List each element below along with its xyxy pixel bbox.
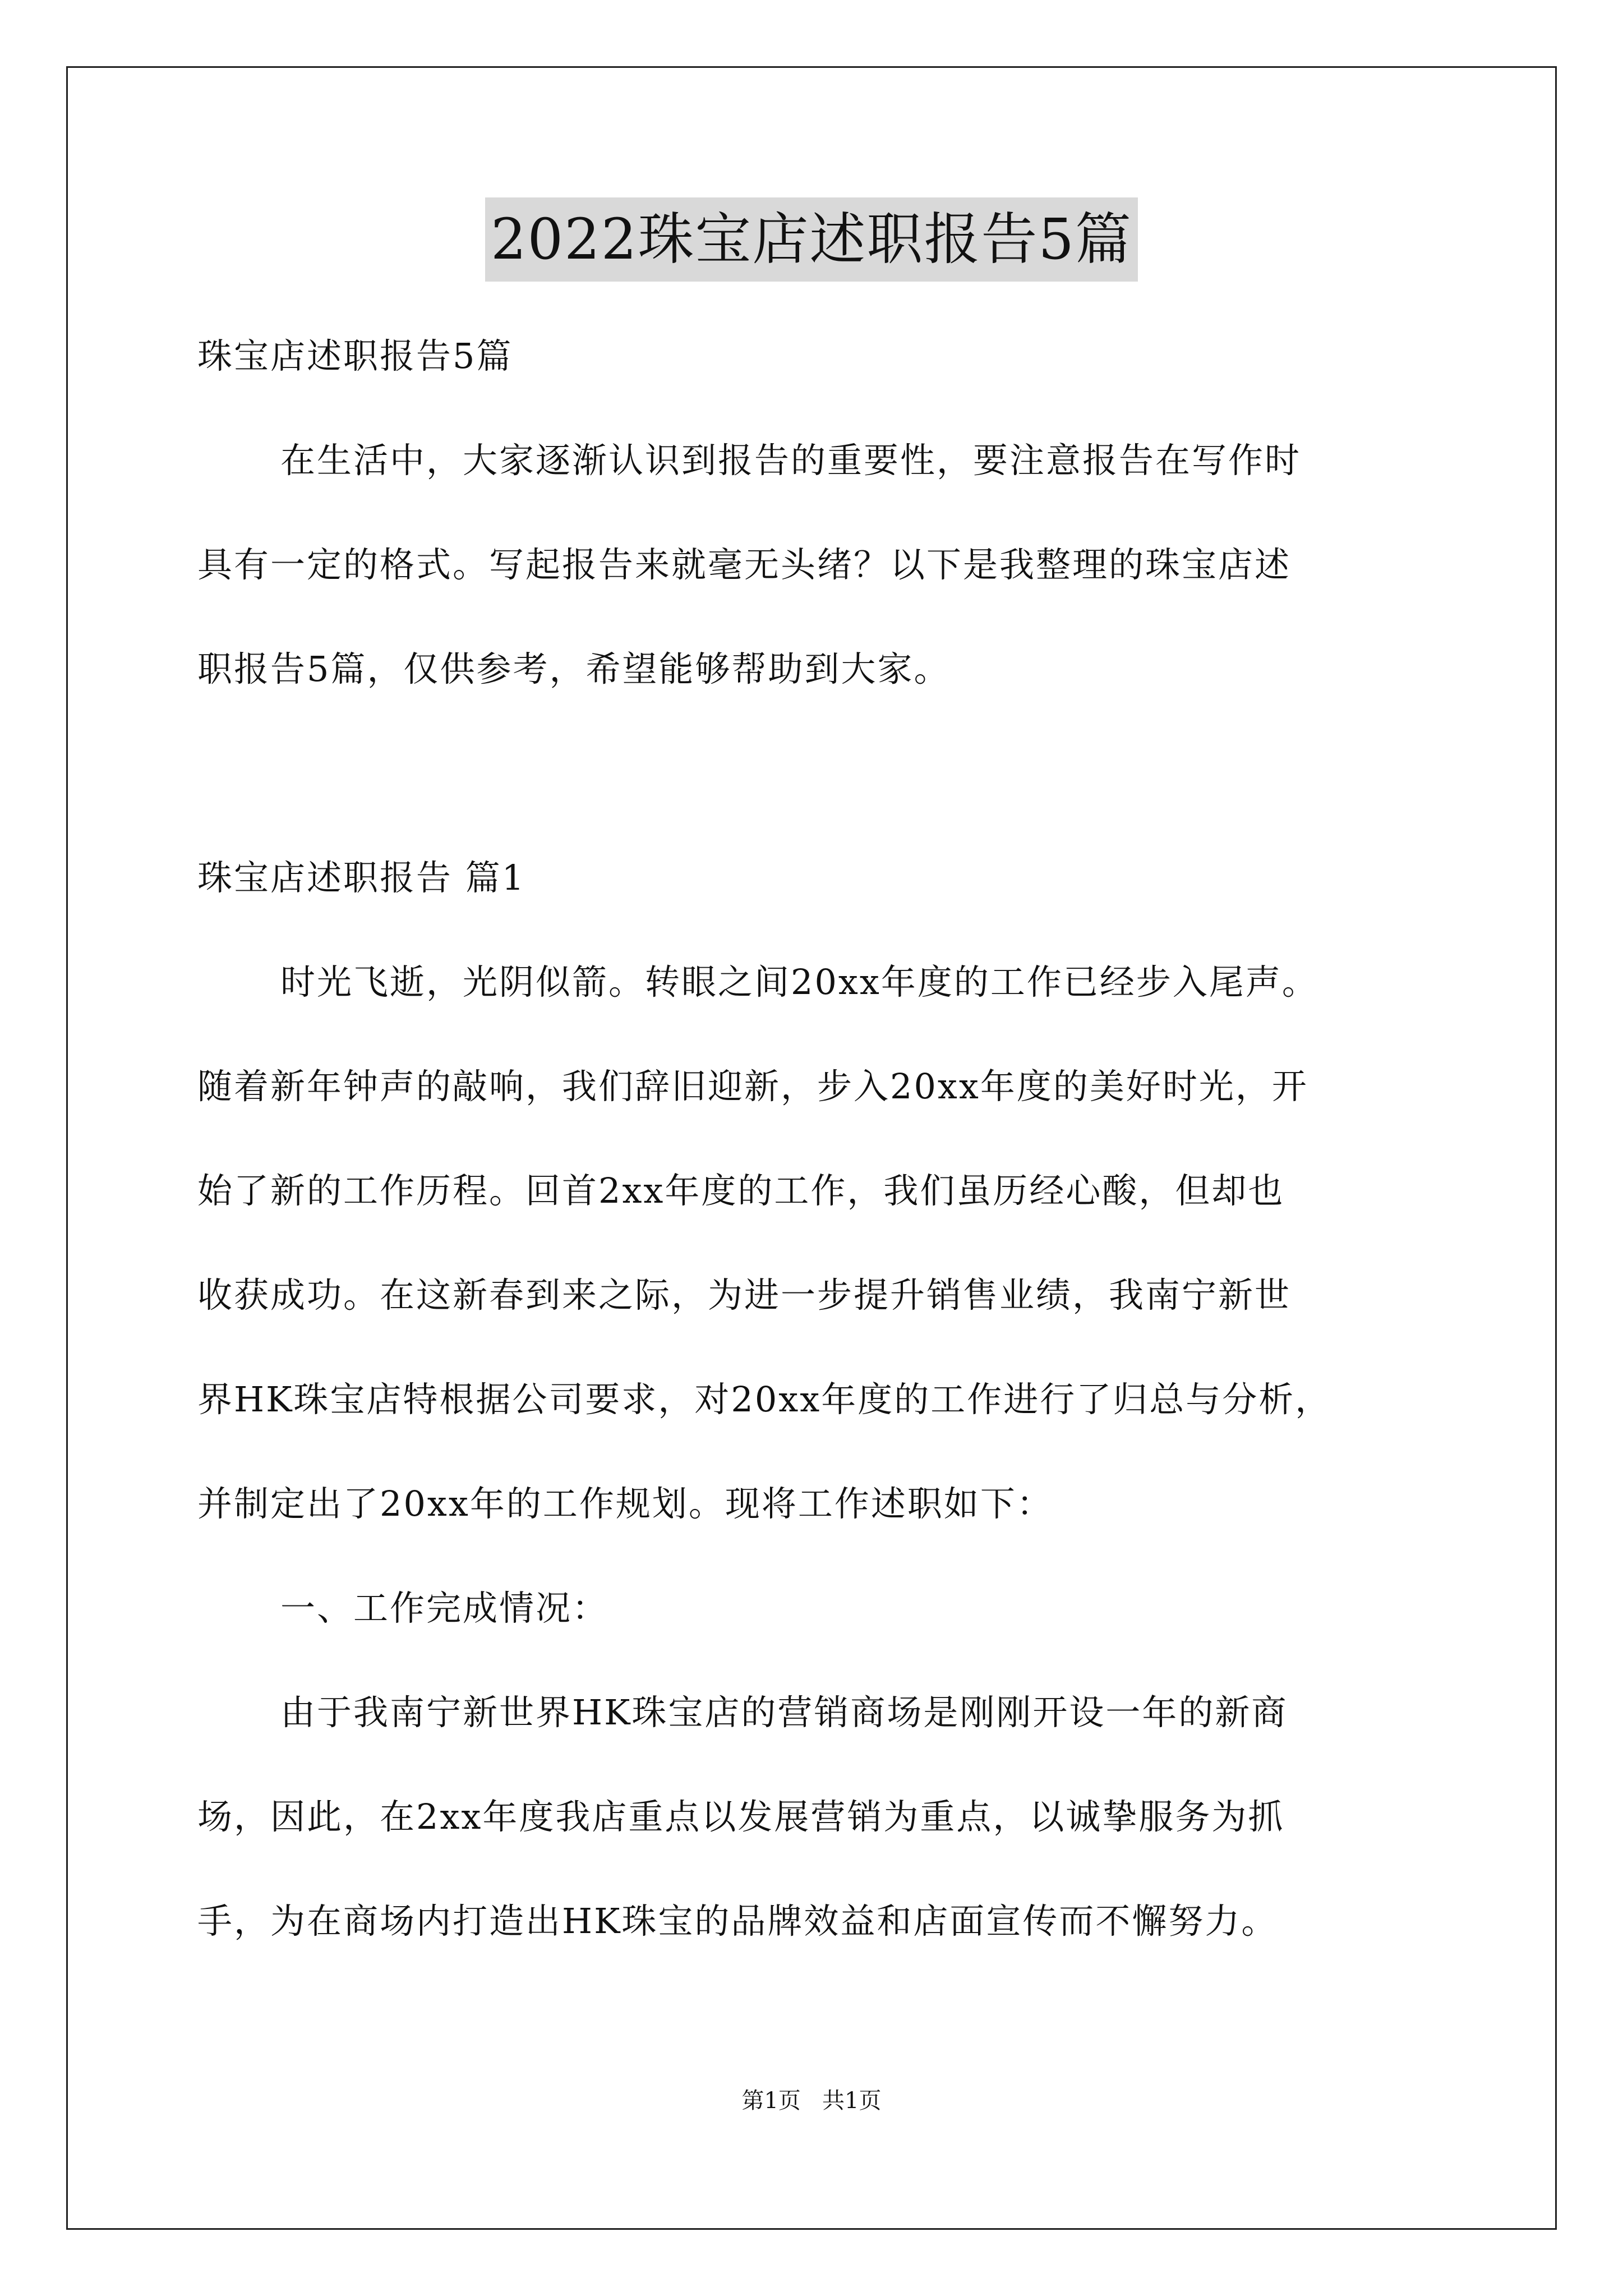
section-line-1: 时光飞逝，光阴似箭。转眼之间20xx年度的工作已经步入尾声。 xyxy=(280,961,1318,1002)
section-line-4: 收获成功。在这新春到来之际，为进一步提升销售业绩，我南宁新世 xyxy=(197,1274,1292,1315)
section-line-5: 界HK珠宝店特根据公司要求，对20xx年度的工作进行了归总与分析， xyxy=(197,1379,1332,1420)
document-title: 2022珠宝店述职报告5篇 xyxy=(485,197,1138,282)
section-line-3: 始了新的工作历程。回首2xx年度的工作，我们虽历经心酸，但却也 xyxy=(197,1170,1285,1211)
intro-line-2: 具有一定的格式。写起报告来就毫无头绪？以下是我整理的珠宝店述 xyxy=(197,544,1292,585)
body-line-3: 手，为在商场内打造出HK珠宝的品牌效益和店面宣传而不懈努力。 xyxy=(197,1901,1278,1941)
section-line-6: 并制定出了20xx年的工作规划。现将工作述职如下： xyxy=(197,1483,1053,1524)
subheading: 一、工作完成情况： xyxy=(280,1588,609,1628)
blank-spacer xyxy=(197,721,1426,826)
intro-line-3: 职报告5篇，仅供参考，希望能够帮助到大家。 xyxy=(197,648,951,689)
body-line-1: 由于我南宁新世界HK珠宝店的营销商场是刚刚开设一年的新商 xyxy=(280,1692,1288,1733)
section-heading: 珠宝店述职报告 篇1 xyxy=(197,857,526,898)
body-line-2: 场，因此，在2xx年度我店重点以发展营销为重点，以诚挚服务为抓 xyxy=(197,1796,1285,1837)
page-number-footer: 第1页 共1页 xyxy=(741,2088,882,2114)
document-body xyxy=(197,304,1426,1973)
intro-line-1: 在生活中，大家逐渐认识到报告的重要性，要注意报告在写作时 xyxy=(280,440,1302,481)
document-subtitle: 珠宝店述职报告5篇 xyxy=(197,335,513,376)
title-container xyxy=(0,197,1623,282)
section-line-2: 随着新年钟声的敲响，我们辞旧迎新，步入20xx年度的美好时光，开 xyxy=(197,1066,1308,1107)
